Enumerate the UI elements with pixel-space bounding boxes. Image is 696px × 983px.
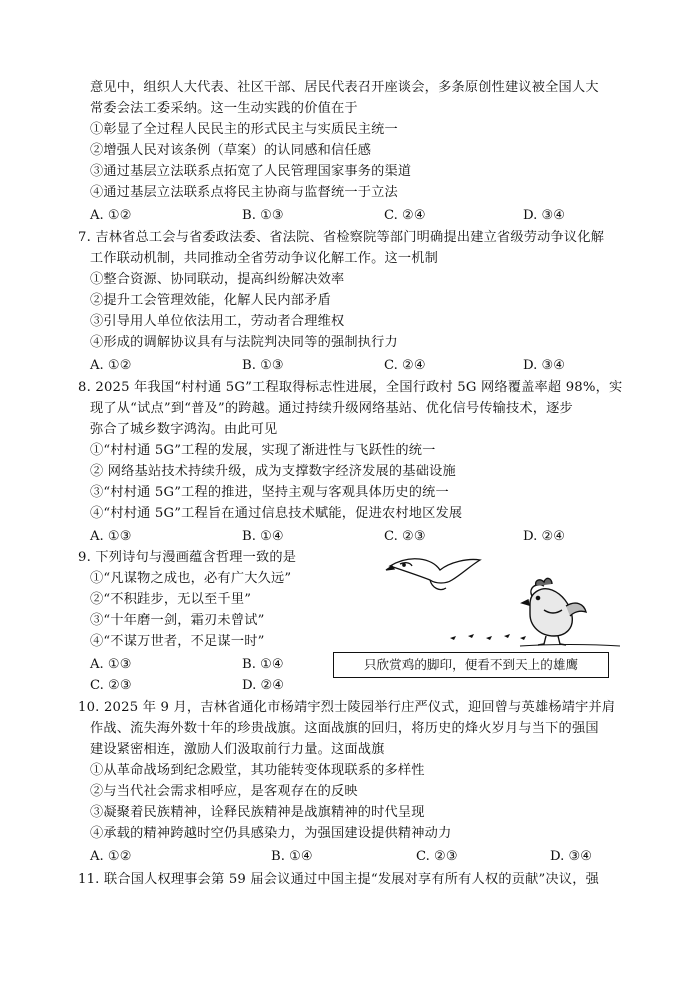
q10-statement-1: ①从革命战场到纪念殿堂，其功能转变体现联系的多样性 — [90, 763, 425, 778]
q10-statement-3: ③凝聚着民族精神，诠释民族精神是战旗精神的时代呈现 — [90, 805, 425, 820]
q8-statement-2: ② 网络基站技术持续升级，成为支撑数字经济发展的基础设施 — [90, 464, 456, 479]
q9-statement-2: ②“不积跬步，无以至千里” — [90, 592, 252, 607]
q8-stem-line2: 现了从“试点”到“普及”的跨越。通过持续升级网络基站、优化信号传输技术，逐步 — [90, 401, 573, 416]
footprints-icon — [450, 634, 526, 640]
q8-statement-3: ③“村村通 5G”工程的推进，坚持主观与客观具体历史的统一 — [90, 485, 449, 500]
q7-stem-line1: 7. 吉林省总工会与省委政法委、省法院、省检察院等部门明确提出建立省级劳动争议化解 — [78, 230, 605, 245]
q10-option-a[interactable]: A. ①② — [90, 849, 132, 864]
q7-statement-3: ③引导用人单位依法用工，劳动者合理维权 — [90, 314, 345, 329]
q8-options — [90, 527, 650, 547]
q9-statement-1: ①“凡谋物之成也，必有广大久远” — [90, 571, 292, 586]
q9-option-c[interactable]: C. ②③ — [90, 678, 132, 693]
cartoon-caption: 只欣赏鸡的脚印，便看不到天上的雄鹰 — [333, 652, 609, 678]
q10-statement-2: ②与当代社会需求相呼应，是客观存在的反映 — [90, 784, 358, 799]
q8-stem-line3: 弥合了城乡数字鸿沟。由此可见 — [90, 422, 278, 437]
q8-option-d[interactable]: D. ②④ — [523, 529, 566, 544]
q8-statement-1: ①“村村通 5G”工程的发展，实现了渐进性与飞跃性的统一 — [90, 443, 436, 458]
q8-statement-4: ④“村村通 5G”工程旨在通过信息技术赋能，促进农村地区发展 — [90, 506, 463, 521]
q6-option-a[interactable]: A. ①② — [90, 208, 132, 223]
q6-option-b[interactable]: B. ①③ — [242, 208, 284, 223]
q6-option-d[interactable]: D. ③④ — [523, 208, 566, 223]
q7-option-b[interactable]: B. ①③ — [242, 358, 284, 373]
q10-statement-4: ④承载的精神跨越时空仍具感染力，为强国建设提供精神动力 — [90, 826, 452, 841]
q6-statement-2: ②增强人民对该条例（草案）的认同感和信任感 — [90, 143, 372, 158]
q9-statement-4: ④“不谋万世者，不足谋一时” — [90, 634, 265, 649]
q9-option-b[interactable]: B. ①④ — [242, 657, 284, 672]
q9-option-d[interactable]: D. ②④ — [242, 678, 285, 693]
q9-options-row1 — [90, 655, 330, 675]
rooster-icon — [522, 578, 586, 645]
q7-statement-1: ①整合资源、协同联动，提高纠纷解决效率 — [90, 272, 345, 287]
cartoon-illustration — [380, 552, 630, 648]
q7-option-c[interactable]: C. ②④ — [384, 358, 426, 373]
q7-option-d[interactable]: D. ③④ — [523, 358, 566, 373]
q6-options — [90, 206, 650, 226]
q7-options — [90, 356, 650, 376]
q7-option-a[interactable]: A. ①② — [90, 358, 132, 373]
q9-options-row2 — [90, 676, 330, 696]
q10-option-d[interactable]: D. ③④ — [550, 849, 593, 864]
q6-stem-line1: 意见中，组织人大代表、社区干部、居民代表召开座谈会，多条原创性建议被全国人大 — [90, 80, 599, 95]
q9-option-a[interactable]: A. ①③ — [90, 657, 132, 672]
q10-option-b[interactable]: B. ①④ — [271, 849, 313, 864]
q11-stem-line1: 11. 联合国人权理事会第 59 届会议通过中国主提“发展对享有所有人权的贡献”决议，强 — [78, 872, 599, 887]
q7-statement-4: ④形成的调解协议具有与法院判决同等的强制执行力 — [90, 335, 398, 350]
q8-stem-line1: 8. 2025 年我国“村村通 5G”工程取得标志性进展，全国行政村 5G 网络覆盖率超 98%，实 — [78, 380, 623, 395]
q10-stem-line2: 作战、流失海外数十年的珍贵战旗。这面战旗的回归，将历史的烽火岁月与当下的强国 — [90, 721, 599, 736]
q6-option-c[interactable]: C. ②④ — [384, 208, 426, 223]
q6-statement-1: ①彰显了全过程人民民主的形式民主与实质民主统一 — [90, 122, 398, 137]
q6-statement-4: ④通过基层立法联系点将民主协商与监督统一于立法 — [90, 185, 398, 200]
q8-option-b[interactable]: B. ①④ — [242, 529, 284, 544]
q8-option-c[interactable]: C. ②③ — [384, 529, 426, 544]
q10-option-c[interactable]: C. ②③ — [416, 849, 458, 864]
q10-options — [90, 847, 650, 867]
q8-option-a[interactable]: A. ①③ — [90, 529, 132, 544]
q9-statement-3: ③“十年磨一剑，霜刃未曾试” — [90, 613, 265, 628]
eagle-icon — [386, 559, 480, 590]
q6-statement-3: ③通过基层立法联系点拓宽了人民管理国家事务的渠道 — [90, 164, 412, 179]
q9-stem-line1: 9. 下列诗句与漫画蕴含哲理一致的是 — [78, 550, 297, 565]
q7-stem-line2: 工作联动机制，共同推动全省劳动争议化解工作。这一机制 — [90, 251, 439, 266]
q7-statement-2: ②提升工会管理效能，化解人民内部矛盾 — [90, 293, 331, 308]
q10-stem-line3: 建设紧密相连，激励人们汲取前行力量。这面战旗 — [90, 742, 385, 757]
q10-stem-line1: 10. 2025 年 9 月，吉林省通化市杨靖宇烈士陵园举行庄严仪式，迎回曾与英雄杨靖宇并肩 — [78, 700, 616, 715]
q6-stem-line2: 常委会法工委采纳。这一生动实践的价值在于 — [90, 101, 358, 116]
